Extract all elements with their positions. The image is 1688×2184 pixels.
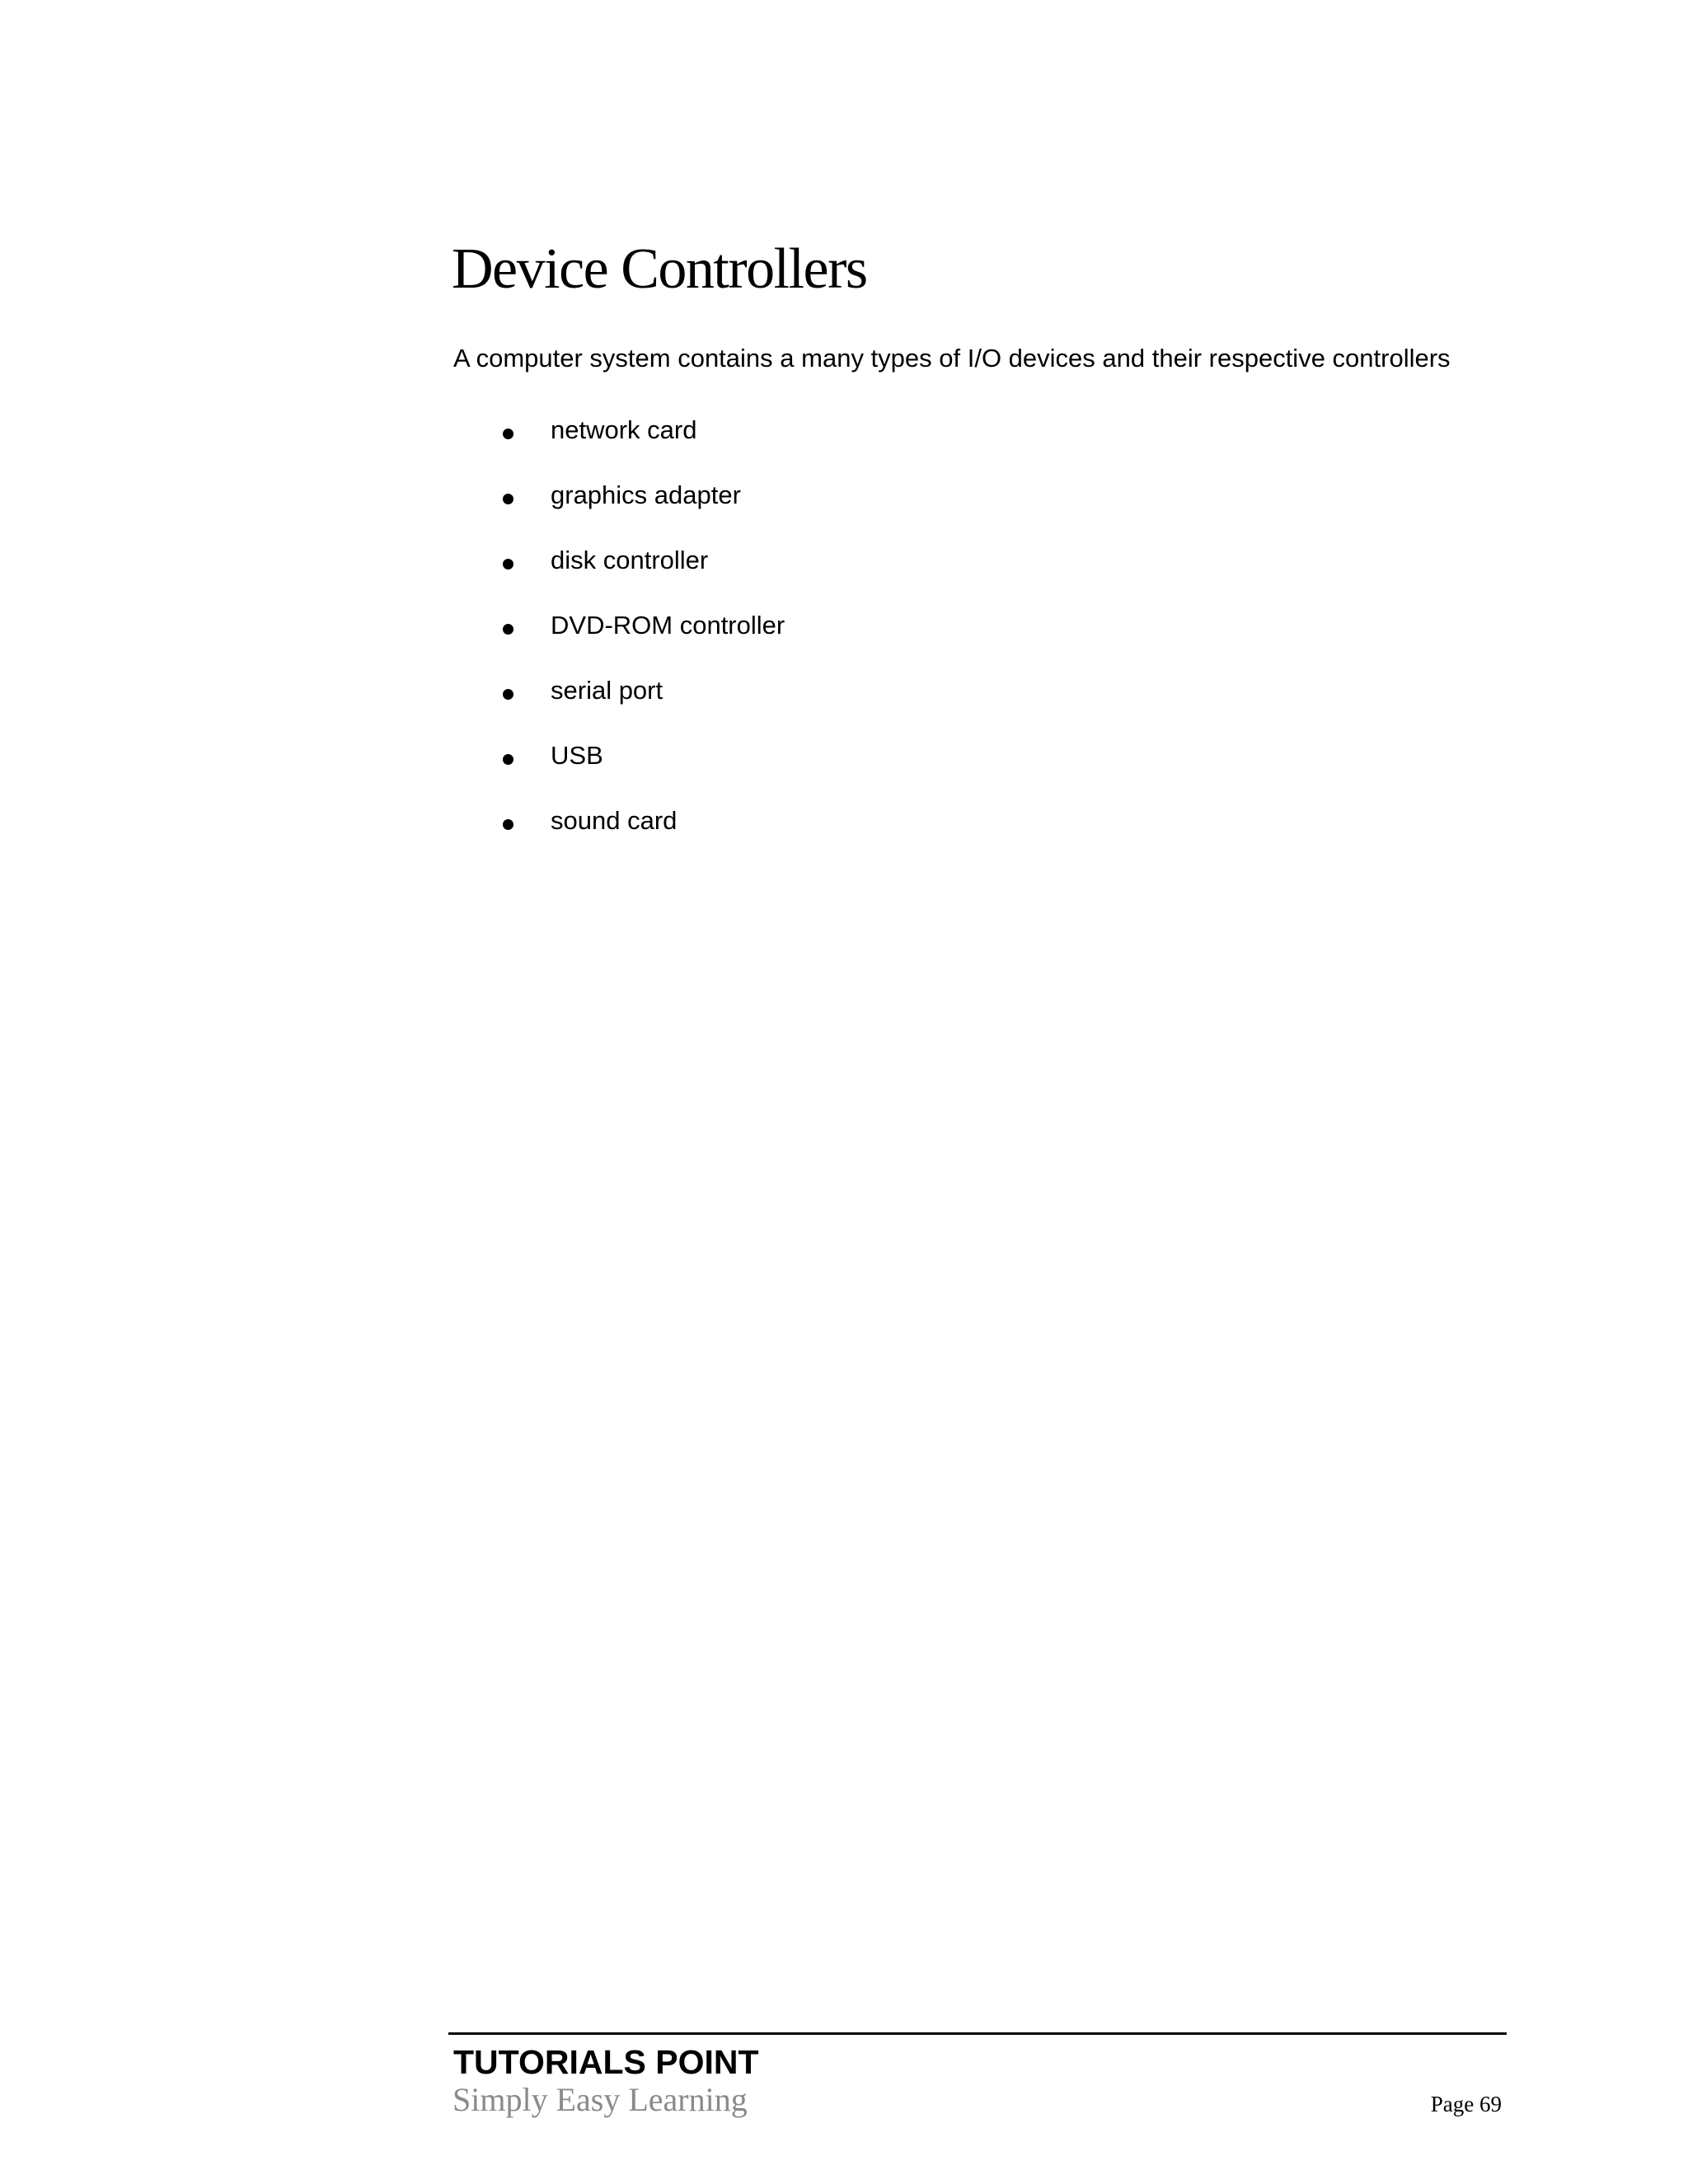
bullet-icon [503, 559, 513, 569]
bullet-icon [503, 819, 513, 830]
intro-paragraph: A computer system contains a many types of I/O devices and their respective controllers [453, 344, 1451, 373]
footer-tagline: Simply Easy Learning [452, 2081, 748, 2118]
list-item [0, 482, 989, 515]
list-item [0, 808, 989, 841]
list-item-label: sound card [551, 806, 678, 835]
list-item-label: serial port [551, 676, 663, 705]
list-item-label: disk controller [551, 546, 709, 574]
footer-brand: TUTORIALS POINT [453, 2043, 759, 2081]
list-item [0, 612, 989, 645]
list-item [0, 677, 989, 710]
list-item-label: DVD-ROM controller [551, 611, 785, 640]
bullet-icon [503, 754, 513, 765]
list-item-label: graphics adapter [551, 480, 741, 509]
page-title: Device Controllers [452, 237, 867, 301]
bullet-icon [503, 494, 513, 504]
list-item [0, 547, 989, 580]
list-item [0, 417, 989, 450]
list-item-label: network card [551, 415, 697, 444]
list-item-label: USB [551, 741, 603, 770]
bullet-icon [503, 624, 513, 635]
bullet-icon [503, 429, 513, 439]
page-number: Page 69 [1430, 2092, 1502, 2116]
bullet-icon [503, 689, 513, 700]
footer-divider [448, 2032, 1507, 2035]
list-item [0, 743, 989, 776]
